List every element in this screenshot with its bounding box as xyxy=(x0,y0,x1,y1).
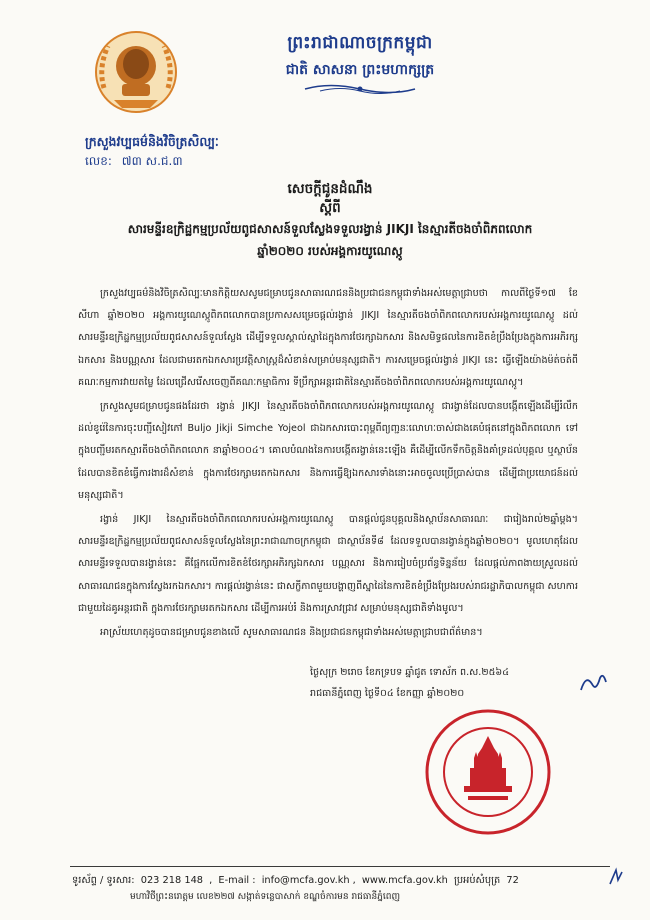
document-title: សេចក្ដីជូនដំណឹង xyxy=(287,181,373,197)
email-link[interactable]: info@mcfa.gov.kh xyxy=(261,875,350,886)
solar-date: រាជធានីភ្នំពេញ ថ្ងៃទី០៤ ខែកញ្ញា ឆ្នាំ២០២០ xyxy=(310,688,465,699)
heading-line-1: សារមន្ទីរឧក្រិដ្ឋកម្មប្រល័យពូជសាសន៍ទួលស្លែងទទួលរង្វាន់ JIKJI នៃស្មារតីចងចាំពិភពលោក xyxy=(127,222,533,236)
body-paragraph: រង្វាន់ JIKJI នៃស្មារតីចងចាំពិភពលោករបស់អង្គការយូណេស្កូ បានផ្ដល់ជូនបុគ្គលនិងស្ថាប័នសាធារណៈ ជារៀងរាល់២ឆ្នាំម្ដង។ សារមន្ទីរឧក្រិដ្ឋកម្មប្រល័យពូជសាសន៍ទួលស្លែងនៃព្រះរាជាណាចក្រកម្ពុជា ជាស្ថាប័នទី៨ ដែលទទួលបានរង្វាន់ក្នុងឆ្នាំ២០២០។ មូលហេតុដែលសារមន្ទីរទទួលបានរង្វាន់នេះ គឺផ្អែកលើការខិតខំថែរក្សាអភិរក្សឯកសារ បណ្ណសារ និងការរៀបចំប្រព័ន្ធទិន្នន័យ ដែលផ្ដល់ភាពងាយស្រួលដល់សាធារណជនក្នុងការស្វែងរកឯកសារ។ ការផ្ដល់រង្វាន់នេះ ជាសក្ខីភាពមួយបង្ហាញពីស្នាដៃនៃការខិតខំប្រឹងប្រែងរបស់រាជរដ្ឋាភិបាលកម្ពុជា សហការជាមួយដៃគូអន្តរជាតិ ក្នុងការថែរក្សាមរតកឯកសារ ដើម្បីការអប់រំ និងការស្រាវជ្រាវ សម្រាប់មនុស្សជាតិទាំងមូល។ xyxy=(78,514,578,614)
footer-address: មហាវិថីព្រះនរោត្តម លេខ២២៧ សង្កាត់ទន្លេបាសាក់ ខណ្ឌចំការមន រាជធានីភ្នំពេញ xyxy=(130,892,401,902)
po-box-label: ប្រអប់សំបុត្រ xyxy=(453,875,501,886)
phone-label: ទូរស័ព្ទ / ទូរសារ: xyxy=(72,875,135,886)
body-paragraph: ក្រសួងសូមជម្រាបជូនផងដែរថា រង្វាន់ JIKJI នៃស្មារតីចងចាំពិភពលោករបស់អង្គការយូណេស្កូ ជារង្វាន់ដែលបានបង្កើតឡើងដើម្បីរំលឹកដល់ខូរ៉េនៃការចុះបញ្ជីសៀវភៅ Buljo Jikji Simche Yojeol ជាឯកសារបោះពុម្ពពីព្យញ្ជនៈលោហៈចាស់ជាងគេបំផុតនៅក្នុងពិភពលោក ទៅក្នុងបញ្ជីមរតកស្មារតីចងចាំពិភពលោក នាឆ្នាំ២០០៤។ គោលបំណងនៃការបង្កើតរង្វាន់នេះឡើង គឺដើម្បីលើកទឹកចិត្តនិងគាំទ្រដល់បុគ្គល ឬស្ថាប័នដែលបានខិតខំធ្វើការងារដ៏សំខាន់ ក្នុងការថែរក្សាមរតកឯកសារ និងការធ្វើឱ្យឯកសារទាំងនោះអាចចូលប្រើប្រាស់បាន ដើម្បីជាប្រយោជន៍ដល់មនុស្សជាតិ។ xyxy=(78,401,578,501)
phone-number: 023 218 148 xyxy=(140,875,204,886)
body-paragraph: អាស្រ័យហេតុដូចបានជម្រាបជូនខាងលើ សូមសាធារណជន និងប្រជាជនកម្ពុជាទាំងអស់មេត្តាជ្រាបជាព័ត៌មាន។ xyxy=(100,627,483,639)
document-subtitle: ស្ដីពី xyxy=(319,200,341,216)
ornament-divider-icon xyxy=(300,82,420,96)
document-heading xyxy=(105,218,555,262)
ministry-emblem-logo xyxy=(92,28,180,116)
footer-contact: ទូរស័ព្ទ / ទូរសារ: 023 218 148 , E-mail : info@mcfa.gov.kh , www.mcfa.gov.kh ប្រអប់សំបុត្រ 72 xyxy=(72,875,519,886)
official-seal-stamp xyxy=(424,708,552,836)
reference-label: លេខ: xyxy=(85,154,112,168)
lunar-date: ថ្ងៃសុក្រ ២រោច ខែភទ្របទ ឆ្នាំជូត ទោស័ក ព.ស.២៥៦៤ xyxy=(310,667,509,678)
reference-value: ៧៣ ស.ជ.៣ xyxy=(121,154,183,168)
heading-line-2: ឆ្នាំ២០២០ របស់អង្គការយូណេស្កូ xyxy=(257,244,403,258)
ministry-name: ក្រសួងវប្បធម៌និងវិចិត្រសិល្បៈ xyxy=(85,134,219,149)
body-paragraph: ក្រសួងវប្បធម៌និងវិចិត្រសិល្បៈមានកិត្តិយសសូមជម្រាបជូនសាធារណជននិងប្រជាជនកម្ពុជាទាំងអស់មេត្តាជ្រាបថា កាលពីថ្ងៃទី១៧ ខែសីហា ឆ្នាំ២០២០ អង្គការយូណេស្កូពិភពលោកបានប្រកាសសម្រេចផ្ដល់រង្វាន់ JIKJI នៃស្មារតីចងចាំពិភពលោករបស់អង្គការយូណេស្កូ ដល់សារមន្ទីរឧក្រិដ្ឋកម្មប្រល័យពូជសាសន៍ទួលស្លែង ដើម្បីទទួលស្គាល់ស្នាដៃក្នុងការថែរក្សាឯកសារ និងសមិទ្ធផលនៃការខិតខំប្រឹងប្រែងក្នុងការអភិរក្សឯកសារ និងបណ្ណសារ ដែលជាមរតកឯកសារប្រវត្តិសាស្ត្រដ៏សំខាន់សម្រាប់មនុស្សជាតិ។ ការសម្រេចផ្ដល់រង្វាន់ JIKJI នេះ ធ្វើឡើងយ៉ាងម៉ត់ចត់ពីគណៈកម្មការវាយតម្លៃ ដែលជ្រើសរើសចេញពីគណៈកម្មាធិការ ទីប្រឹក្សាអន្តរជាតិនៃស្មារតីចងចាំពិភពលោករបស់អង្គការយូណេស្កូ។ xyxy=(78,288,578,388)
kingdom-title: ព្រះរាជាណាចក្រកម្ពុជា xyxy=(287,33,433,53)
letter-body xyxy=(78,283,578,646)
footer-divider xyxy=(70,866,610,867)
email-label: E-mail : xyxy=(218,875,256,886)
reference-number xyxy=(85,153,315,171)
po-box-number: 72 xyxy=(506,875,519,886)
website-link[interactable]: www.mcfa.gov.kh xyxy=(361,875,448,886)
initial-mark xyxy=(606,866,626,888)
national-motto: ជាតិ សាសនា ព្រះមហាក្សត្រ xyxy=(285,62,435,78)
signature-mark xyxy=(578,672,608,694)
date-block xyxy=(310,662,590,704)
